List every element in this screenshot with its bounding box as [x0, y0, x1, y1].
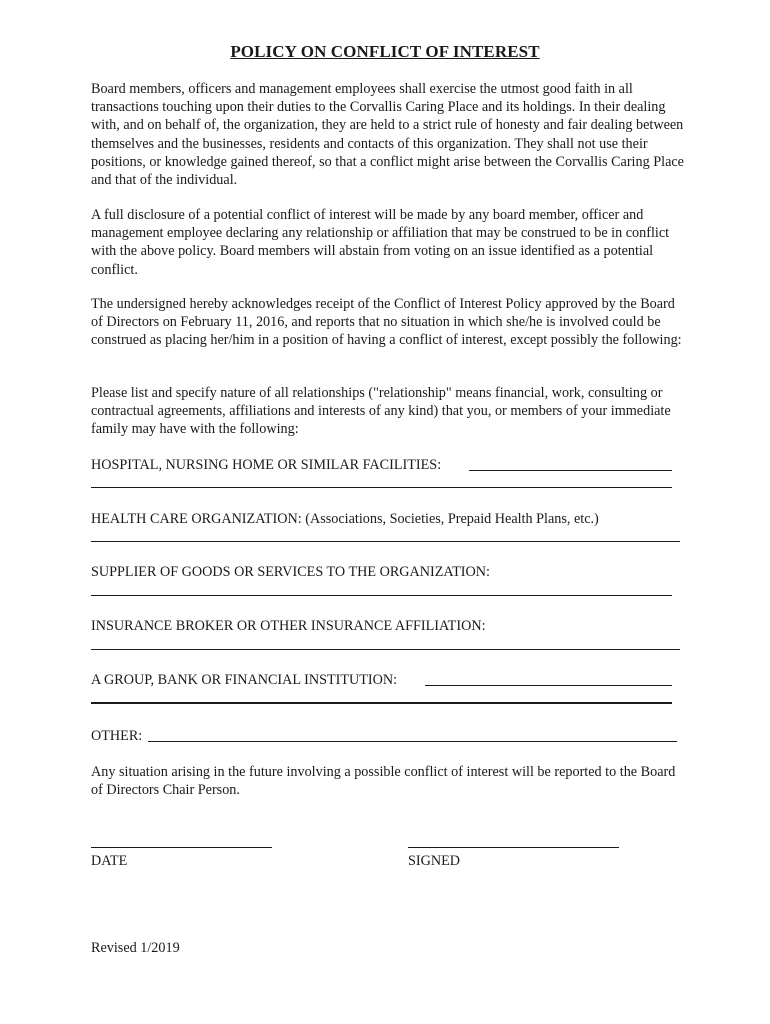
- field-label-other: OTHER:: [91, 728, 143, 744]
- field-label-supplier: SUPPLIER OF GOODS OR SERVICES TO THE ORGANIZATION:: [91, 564, 490, 580]
- signature-input-line[interactable]: [408, 847, 619, 848]
- paragraph-instructions: Please list and specify nature of all relationships ("relationship" means financial, work, consulting or contractual agreements, affiliations and interests of any kind) that you, or members of your immediate family may have with the following:: [91, 385, 671, 438]
- supplier-input-line[interactable]: [91, 595, 672, 596]
- date-input-line[interactable]: [91, 847, 272, 848]
- field-label-insurance: INSURANCE BROKER OR OTHER INSURANCE AFFILIATION:: [91, 618, 486, 634]
- health-care-input-line[interactable]: [91, 541, 680, 542]
- financial-input-line[interactable]: [425, 685, 672, 686]
- paragraph-closing: Any situation arising in the future involving a possible conflict of interest will be reported to the Board of Directors Chair Person.: [91, 764, 676, 799]
- document-title: POLICY ON CONFLICT OF INTEREST: [230, 42, 540, 61]
- paragraph-acknowledgement: The undersigned hereby acknowledges receipt of the Conflict of Interest Policy approved by the Board of Directors on February 11, 2016, and reports that no situation in which she/he is involved could be construed as placing her/him in a position of having a conflict of interest, except possibly the following:: [91, 296, 682, 349]
- paragraph-good-faith: Board members, officers and management employees shall exercise the utmost good faith in all transactions touching upon their duties to the Corvallis Caring Place and its holdings. In their dealing with, and on behalf of, the organization, they are held to a strict rule of honesty and fair dealing between themselves and the businesses, residents and contacts of this organization. They shall not use their positions, or knowledge gained thereof, so that a conflict might arise between the Corvallis Caring Place and that of the individual.: [91, 81, 684, 189]
- insurance-input-line[interactable]: [91, 649, 680, 650]
- field-label-hospital: HOSPITAL, NURSING HOME OR SIMILAR FACILITIES:: [91, 457, 442, 473]
- other-input-line[interactable]: [148, 741, 677, 742]
- field-label-financial: A GROUP, BANK OR FINANCIAL INSTITUTION:: [91, 672, 398, 688]
- revision-note: Revised 1/2019: [91, 940, 180, 956]
- hospital-input-line[interactable]: [469, 470, 672, 471]
- date-label: DATE: [91, 853, 128, 869]
- financial-input-line-2[interactable]: [91, 702, 672, 704]
- signed-label: SIGNED: [408, 853, 461, 869]
- hospital-input-line-2[interactable]: [91, 487, 672, 488]
- field-label-health-care: HEALTH CARE ORGANIZATION: (Associations, Societies, Prepaid Health Plans, etc.): [91, 511, 599, 527]
- paragraph-disclosure: A full disclosure of a potential conflict of interest will be made by any board member, officer and management employee declaring any relationship or affiliation that may be construed to be in conflict with the above policy. Board members will abstain from voting on an issue identified as a potential conflict.: [91, 207, 670, 278]
